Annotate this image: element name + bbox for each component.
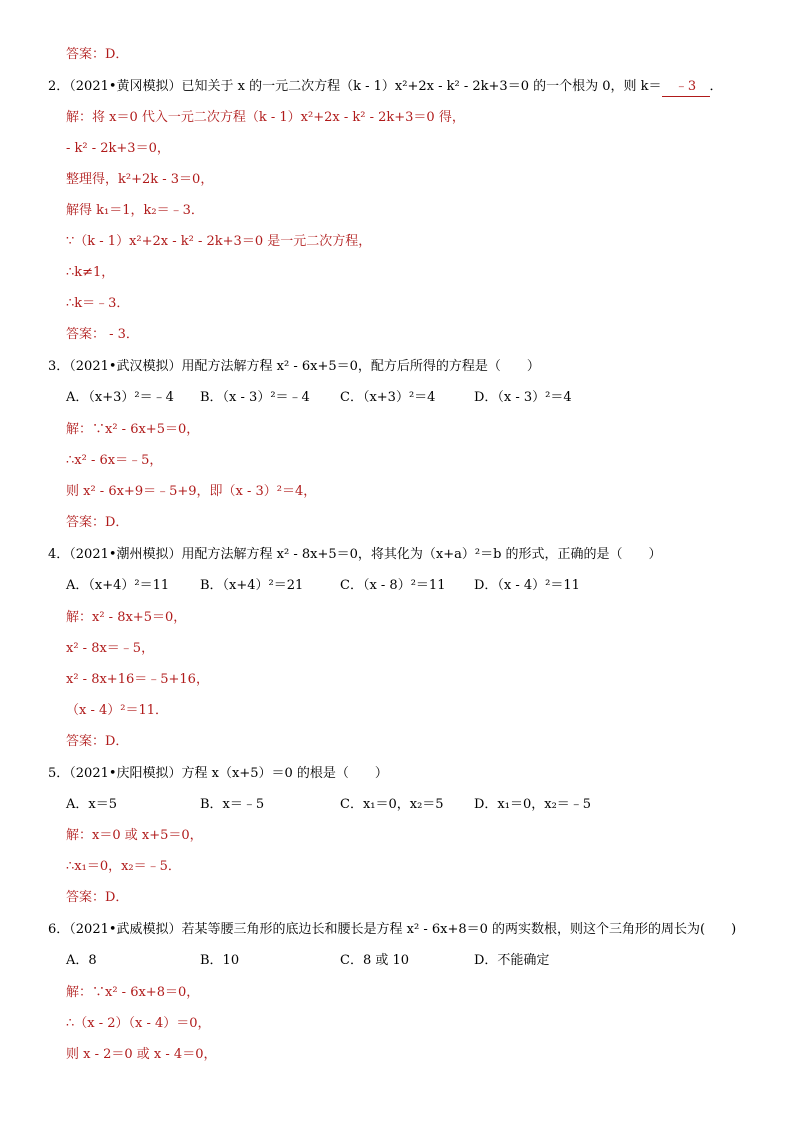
choice-option-c: C．x₁＝0，x₂＝5 <box>340 797 444 812</box>
choice-option-b: B．（x - 3）²＝﹣4 <box>200 390 310 405</box>
choice-option-d: D．x₁＝0，x₂＝﹣5 <box>474 797 592 812</box>
solution-text: x² - 8x+16＝﹣5+16， <box>66 672 209 687</box>
solution-line <box>66 202 754 220</box>
choice-option-a: A．8 <box>66 953 97 968</box>
solution-line <box>66 640 754 658</box>
answer-line <box>66 46 754 64</box>
solution-line <box>66 984 754 1002</box>
solution-text: - k² - 2k+3＝0， <box>66 141 170 156</box>
choice-option-c: C．8 或 10 <box>340 953 410 968</box>
solution-text: ∴k≠1， <box>66 265 115 280</box>
solution-line <box>66 140 754 158</box>
answer-line <box>66 326 754 344</box>
solution-text: ∴（x - 2）（x - 4）＝0， <box>66 1016 211 1031</box>
answer-line <box>66 733 754 751</box>
question-number: 2． <box>48 79 70 94</box>
question-text-end: ． <box>709 79 723 94</box>
question-text: （2021•黄冈模拟）已知关于 x 的一元二次方程（k - 1）x²+2x - k² - 2k+3＝0 的一个根为 0，则 k＝ <box>69 79 662 94</box>
question-line <box>48 765 754 783</box>
choice-option-c: C．（x - 8）²＝11 <box>340 578 446 593</box>
choice-option-a: A．（x+3）²＝﹣4 <box>66 390 174 405</box>
solution-line <box>66 452 754 470</box>
solution-text: 解：∵x² - 6x+8＝0， <box>66 985 200 1000</box>
solution-text: 解：x² - 8x+5＝0， <box>66 610 187 625</box>
choice-option-c: C．（x+3）²＝4 <box>340 390 436 405</box>
choice-option-d: D．不能确定 <box>474 953 550 968</box>
solution-text: 解：将 x＝0 代入一元二次方程（k - 1）x²+2x - k² - 2k+3＝0 得， <box>66 110 465 125</box>
solution-text: ∴x² - 6x＝﹣5， <box>66 453 163 468</box>
solution-line <box>66 264 754 282</box>
solution-text: 整理得，k²+2k - 3＝0， <box>66 172 214 187</box>
question-number: 5． <box>48 766 70 781</box>
question-line <box>48 546 754 564</box>
solution-line <box>66 295 754 313</box>
solution-text: ∴x₁＝0，x₂＝﹣5． <box>66 859 181 874</box>
solution-text: 解：x＝0 或 x+5＝0， <box>66 828 203 843</box>
question-number: 6． <box>48 922 70 937</box>
question-number: 4． <box>48 547 70 562</box>
choice-option-b: B．（x+4）²＝21 <box>200 578 304 593</box>
answer-blank: ﹣3 <box>662 78 710 97</box>
solution-text: ∴k＝﹣3． <box>66 296 130 311</box>
choice-option-d: D．（x - 4）²＝11 <box>474 578 580 593</box>
question-text: （2021•庆阳模拟）方程 x（x+5）＝0 的根是（ ） <box>69 766 388 781</box>
question-number: 3． <box>48 359 70 374</box>
solution-line <box>66 171 754 189</box>
question-line <box>48 358 754 376</box>
question-text: （2021•武威模拟）若某等腰三角形的底边长和腰长是方程 x² - 6x+8＝0 的两实数根，则这个三角形的周长为( ) <box>69 922 737 937</box>
answer-text: 答案：D． <box>66 515 129 530</box>
solution-line <box>66 109 754 127</box>
solution-text: 则 x² - 6x+9＝﹣5+9，即（x - 3）²＝4， <box>66 484 317 499</box>
answer-text: 答案：D． <box>66 47 129 62</box>
answer-text: 答案： - 3． <box>66 327 139 342</box>
solution-line <box>66 858 754 876</box>
answer-line <box>66 514 754 532</box>
solution-line <box>66 827 754 845</box>
question-line <box>48 78 754 96</box>
choice-option-a: A．（x+4）²＝11 <box>66 578 170 593</box>
choice-option-b: B．10 <box>200 953 240 968</box>
choice-option-d: D．（x - 3）²＝4 <box>474 390 572 405</box>
question-text: （2021•武汉模拟）用配方法解方程 x² - 6x+5＝0，配方后所得的方程是（ ） <box>69 359 540 374</box>
solution-text: 解得 k₁＝1，k₂＝﹣3． <box>66 203 204 218</box>
answer-text: 答案：D． <box>66 734 129 749</box>
solution-text: x² - 8x＝﹣5， <box>66 641 155 656</box>
solution-text: 则 x - 2＝0 或 x - 4＝0， <box>66 1047 217 1062</box>
solution-line <box>66 233 754 251</box>
solution-line <box>66 483 754 501</box>
choice-option-b: B．x＝﹣5 <box>200 797 265 812</box>
solution-line <box>66 609 754 627</box>
solution-line <box>66 1015 754 1033</box>
solution-text: 解：∵x² - 6x+5＝0， <box>66 422 200 437</box>
solution-line <box>66 671 754 689</box>
choice-option-a: A．x＝5 <box>66 797 117 812</box>
solution-line <box>66 1046 754 1064</box>
answer-line <box>66 889 754 907</box>
solution-text: ∵（k - 1）x²+2x - k² - 2k+3＝0 是一元二次方程， <box>66 234 372 249</box>
answer-text: 答案：D． <box>66 890 129 905</box>
question-line <box>48 921 754 939</box>
solution-line <box>66 702 754 720</box>
solution-text: （x - 4）²＝11． <box>66 703 169 718</box>
question-text: （2021•潮州模拟）用配方法解方程 x² - 8x+5＝0，将其化为（x+a）²＝b 的形式，正确的是（ ） <box>69 547 662 562</box>
solution-line <box>66 421 754 439</box>
